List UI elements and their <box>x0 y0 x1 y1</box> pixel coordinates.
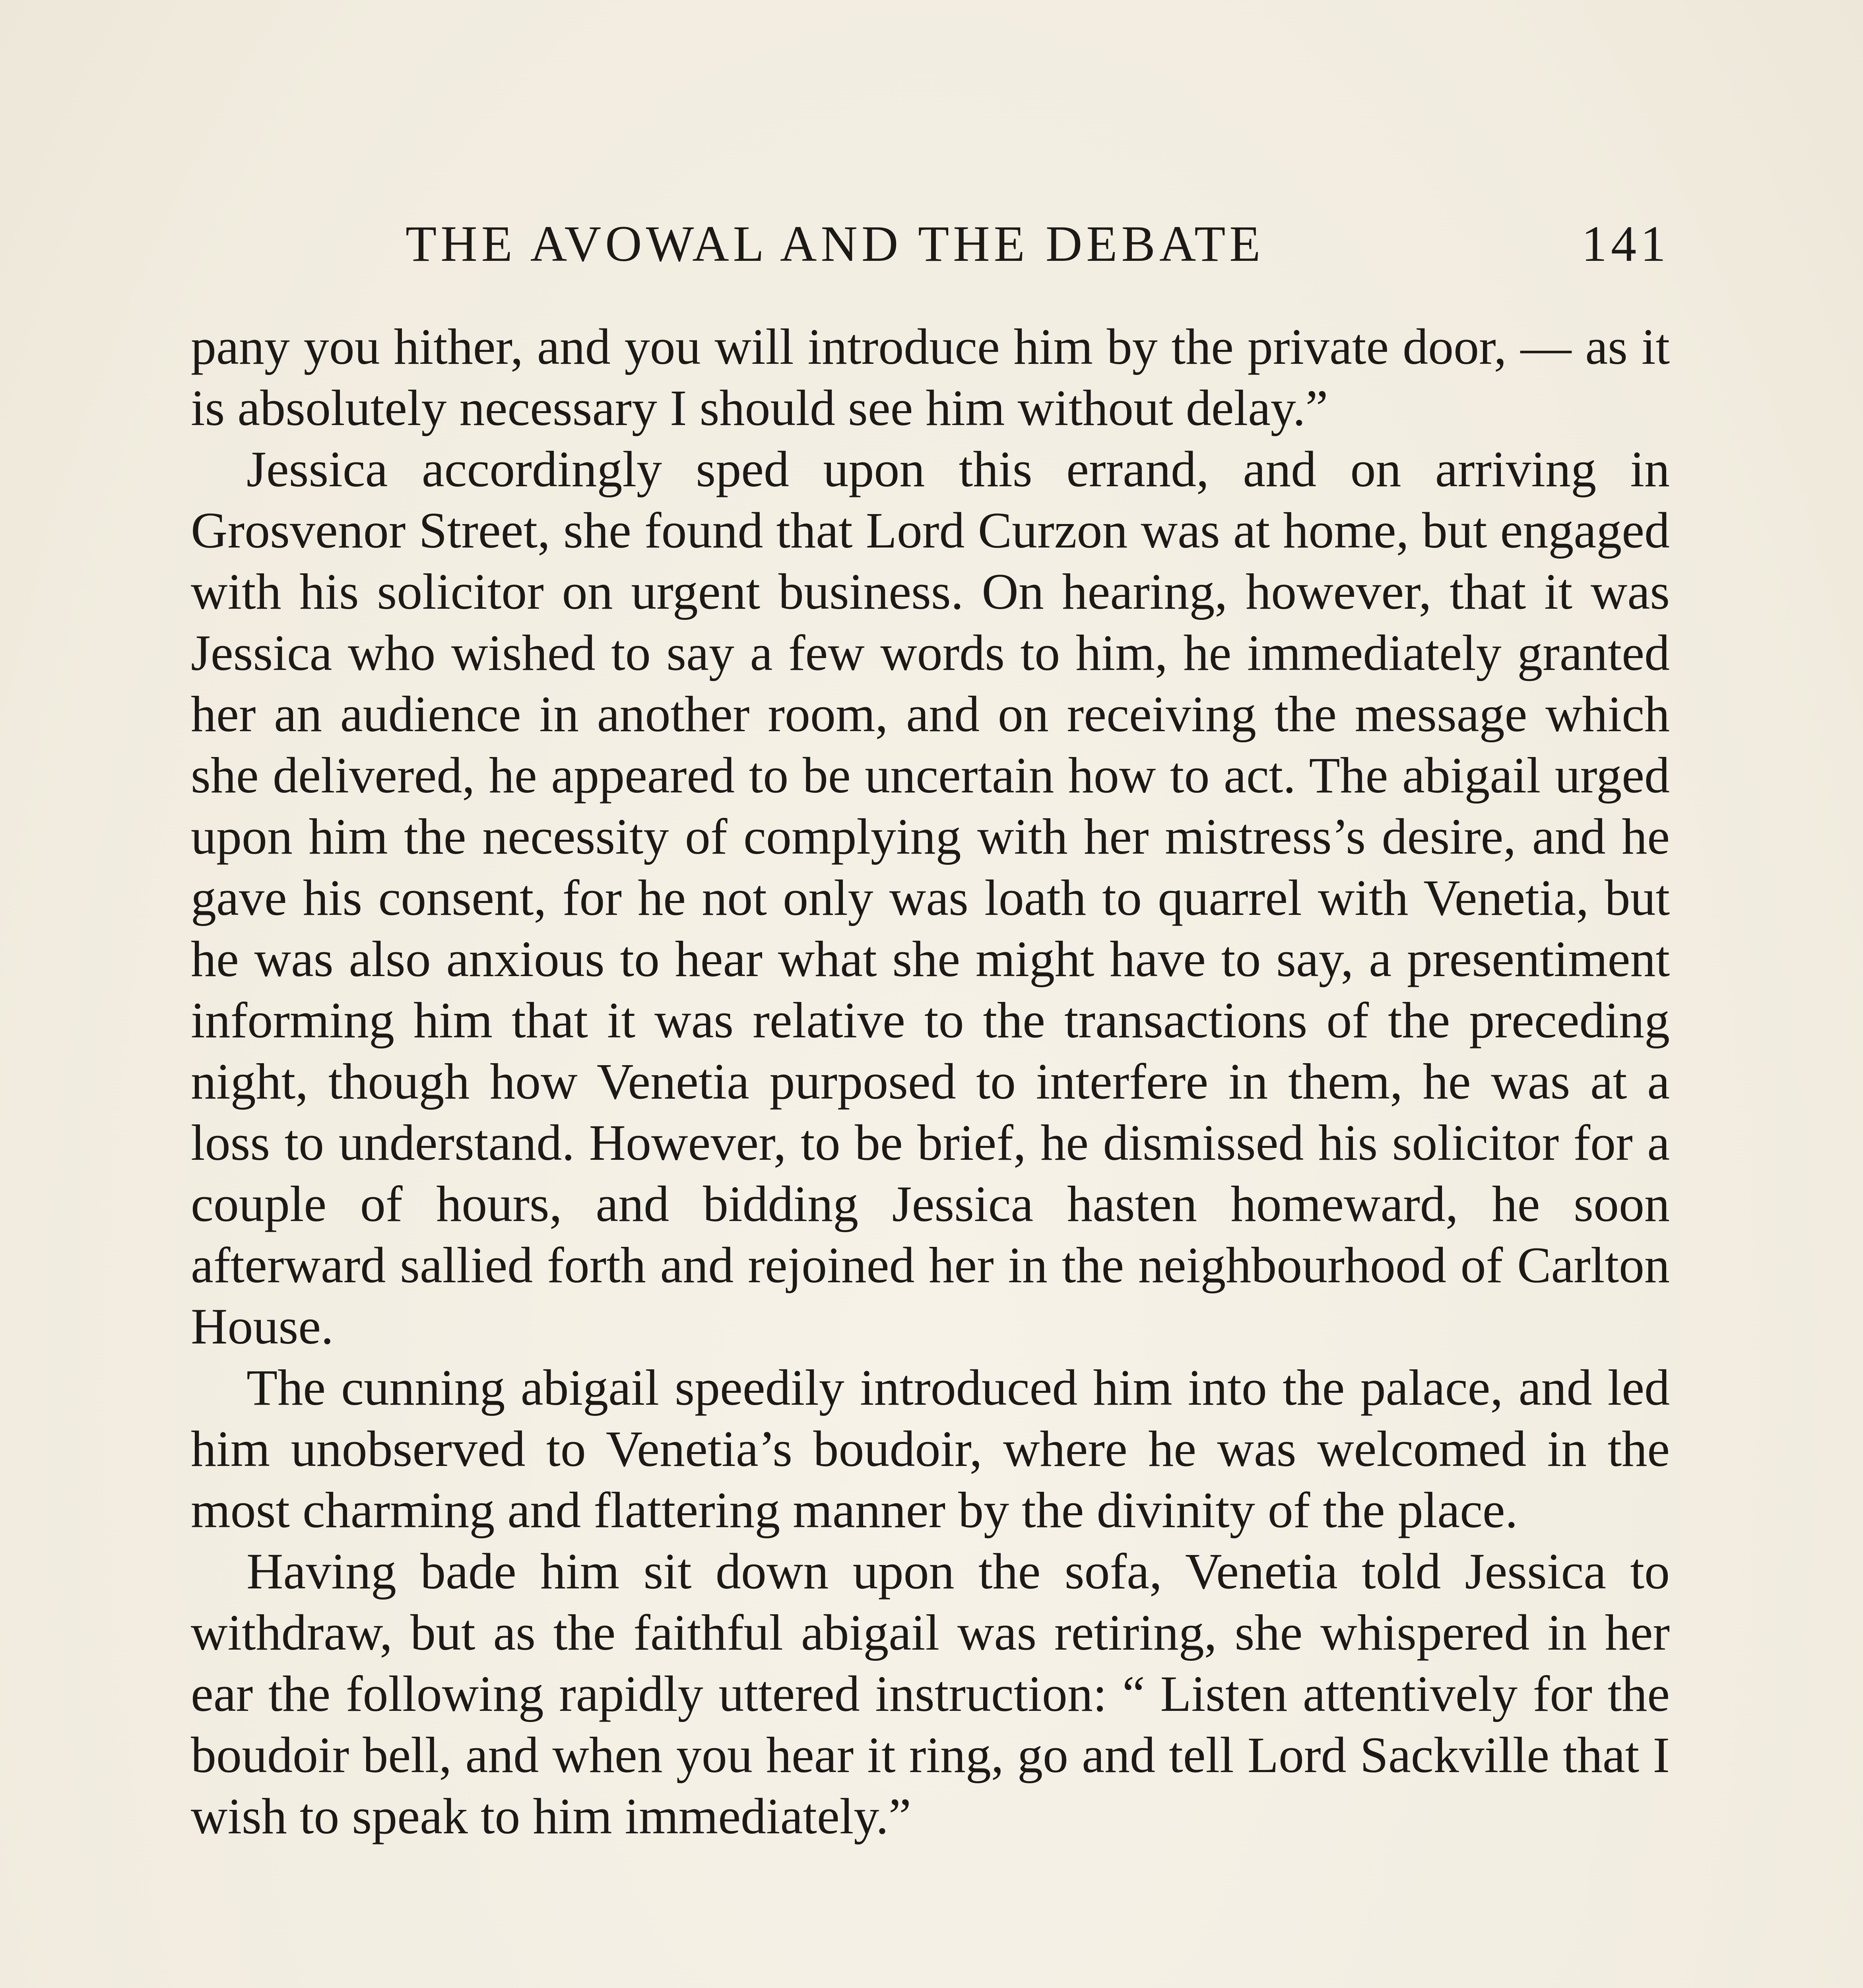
body-text <box>191 316 1670 1847</box>
running-head <box>191 207 1670 286</box>
paragraph-continued: pany you hither, and you will introduce him by the private door, — as it is absolutely necessary I should see him without delay.” <box>191 318 1670 436</box>
paragraph: The cunning abigail speedily introduced him into the palace, and led him unobserved to Venetia’s boudoir, where he was welcomed in the most charming and flattering manner by the divinity of the place. <box>191 1359 1670 1538</box>
page-number: 141 <box>1582 215 1670 272</box>
paragraph: Jessica accordingly sped upon this errand, and on arriving in Grosvenor Street, she found that Lord Curzon was at home, but engaged with his solicitor on urgent business. On hearing, however, that it was Jessica who wished to say a few words to him, he immediately granted her an audience in another room, and on receiving the message which she delivered, he appeared to be uncertain how to act. The abigail urged upon him the necessity of complying with her mistress’s desire, and he gave his consent, for he not only was loath to quarrel with Venetia, but he was also anxious to hear what she might have to say, a presentiment informing him that it was relative to the transactions of the preceding night, though how Venetia purposed to interfere in them, he was at a loss to understand. However, to be brief, he dismissed his solicitor for a couple of hours, and bidding Jessica hasten homeward, he soon afterward sallied forth and rejoined her in the neighbourhood of Carlton House. <box>191 441 1670 1355</box>
running-head-title: THE AVOWAL AND THE DEBATE <box>406 215 1265 272</box>
paragraph: Having bade him sit down upon the sofa, Venetia told Jessica to withdraw, but as the faithful abigail was retiring, she whispered in her ear the following rapidly uttered instruction: “ Listen attentively for the boudoir bell, and when you hear it ring, go and tell Lord Sackville that I wish to speak to him immediately.” <box>191 1543 1670 1844</box>
